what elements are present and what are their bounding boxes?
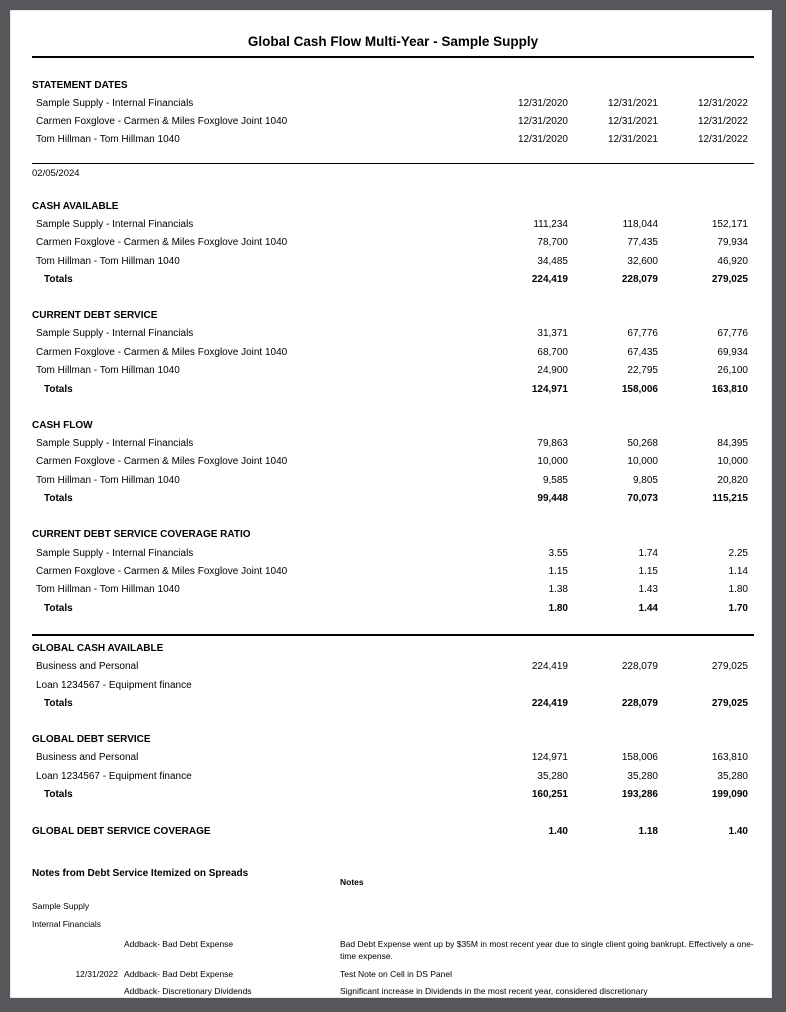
value-cell-0: 99,448: [537, 493, 568, 505]
value-cell-1: 228,079: [621, 661, 658, 673]
value-cell-1: 67,435: [627, 346, 658, 358]
row-values: [478, 256, 754, 267]
section-current-debt-service: [32, 307, 754, 399]
notes-column-header: Notes: [340, 877, 364, 888]
value-cell-1: 22,795: [627, 365, 658, 377]
value-cell-2: 1.70: [728, 602, 748, 614]
notes-group-lines: [32, 900, 754, 936]
note-item-date: 12/31/2022: [75, 968, 118, 979]
report-page: [10, 10, 772, 998]
value-cell-2: 26,100: [717, 365, 748, 377]
section-cash-available: [32, 197, 754, 289]
value-cell-1: 158,006: [621, 752, 658, 764]
section-global-cash-available: [32, 639, 754, 712]
table-row: [32, 215, 754, 233]
row-label: Carmen Foxglove - Carmen & Miles Foxglove Joint 1040: [36, 116, 288, 128]
note-item-label: Addback- Bad Debt Expense: [124, 968, 234, 979]
value-cell-0: 24,900: [537, 365, 568, 377]
value-cell-1: 35,280: [627, 770, 658, 782]
value-cell-0: 12/31/2020: [517, 134, 568, 146]
section-header: CASH AVAILABLE: [32, 200, 119, 212]
value-cell-0: 3.55: [548, 547, 568, 559]
value-cell-0: 12/31/2020: [517, 116, 568, 128]
value-cell-0: 31,371: [537, 328, 568, 340]
row-label: Tom Hillman - Tom Hillman 1040: [36, 134, 180, 146]
row-label: Loan 1234567 - Equipment finance: [36, 770, 192, 782]
row-label: Tom Hillman - Tom Hillman 1040: [36, 584, 180, 596]
value-cell-2: 67,776: [717, 328, 748, 340]
section-cash-flow: [32, 416, 754, 508]
value-cell-0: 1.15: [548, 565, 568, 577]
table-row: [32, 581, 754, 599]
section-header: CURRENT DEBT SERVICE COVERAGE RATIO: [32, 529, 251, 541]
note-item-label: Addback- Bad Debt Expense: [124, 938, 234, 949]
value-cell-1: 77,435: [627, 237, 658, 249]
notes-group-line-0: Sample Supply: [32, 900, 90, 911]
coverage-label: GLOBAL DEBT SERVICE COVERAGE: [32, 826, 211, 838]
value-cell-0: 12/31/2020: [517, 97, 568, 109]
value-cell-0: 124,971: [531, 383, 568, 395]
value-cell-1: 193,286: [621, 789, 658, 801]
title-divider: [32, 56, 754, 58]
value-cell-1: 118,044: [622, 218, 658, 230]
row-label: Totals: [44, 383, 73, 395]
notes-section: [32, 868, 754, 998]
value-cell-1: 70,073: [627, 493, 658, 505]
row-label: Totals: [44, 274, 73, 286]
row-label: Totals: [44, 697, 73, 709]
value-cell-2: 10,000: [717, 456, 748, 468]
value-cell-2: 152,171: [711, 218, 748, 230]
value-cell-0: 78,700: [537, 237, 568, 249]
value-cell-2: 20,820: [717, 474, 748, 486]
row-values: [478, 328, 754, 339]
value-cell-1: 1.15: [638, 565, 658, 577]
row-values: [478, 438, 754, 449]
value-cell-1: 50,268: [627, 437, 658, 449]
row-label: Carmen Foxglove - Carmen & Miles Foxglove Joint 1040: [36, 456, 288, 468]
row-label: Sample Supply - Internal Financials: [36, 328, 194, 340]
value-cell-1: 12/31/2021: [607, 134, 658, 146]
value-cell-2: 279,025: [711, 697, 748, 709]
row-label: Tom Hillman - Tom Hillman 1040: [36, 255, 180, 267]
value-cell-1: 12/31/2021: [607, 97, 658, 109]
table-row: [32, 767, 754, 785]
row-values: [478, 116, 754, 127]
page-title: Global Cash Flow Multi-Year - Sample Supply: [247, 34, 539, 49]
note-item-label: Addback- Discretionary Dividends: [124, 986, 252, 997]
row-values: [478, 566, 754, 577]
row-values: [478, 347, 754, 358]
value-cell-2: 12/31/2022: [697, 97, 748, 109]
row-values: [478, 274, 754, 285]
value-cell-2: 279,025: [711, 274, 748, 286]
value-cell-0: 224,419: [531, 661, 568, 673]
value-cell-0: 68,700: [537, 346, 568, 358]
value-cell-2: 69,934: [717, 346, 748, 358]
row-values: [478, 548, 754, 559]
notes-title: Notes from Debt Service Itemized on Spreads: [32, 868, 249, 880]
value-cell-0: 1.38: [548, 584, 568, 596]
value-cell-0: 160,251: [531, 789, 568, 801]
value-cell-2: 35,280: [717, 770, 748, 782]
row-label: Sample Supply - Internal Financials: [36, 547, 194, 559]
value-cell-1: 12/31/2021: [607, 116, 658, 128]
row-label: Totals: [44, 789, 73, 801]
value-cell-0: 111,234: [533, 218, 568, 230]
table-row: [32, 112, 754, 130]
table-row: [32, 131, 754, 149]
table-row: [32, 234, 754, 252]
row-values: [478, 789, 754, 800]
row-values: [478, 584, 754, 595]
value-cell-1: 158,006: [621, 383, 658, 395]
value-cell-2: 163,810: [711, 752, 748, 764]
table-row: [32, 471, 754, 489]
coverage-values: [478, 826, 754, 837]
notes-items: [32, 938, 754, 998]
value-cell-0: 124,971: [531, 752, 568, 764]
row-label: Carmen Foxglove - Carmen & Miles Foxglove Joint 1040: [36, 565, 288, 577]
note-item-text: Bad Debt Expense went up by $35M in most recent year due to single client going bankrupt. Effectively a one-time expense.: [340, 938, 754, 962]
value-cell-2: 46,920: [717, 255, 748, 267]
notes-header-row: [32, 868, 754, 889]
table-row: [32, 676, 754, 694]
value-cell-2: 79,934: [717, 237, 748, 249]
section-current-debt-service-coverage-ratio: [32, 526, 754, 618]
table-row: [32, 657, 754, 675]
value-cell-0: 224,419: [531, 697, 568, 709]
row-values: [478, 493, 754, 504]
row-label: Tom Hillman - Tom Hillman 1040: [36, 474, 180, 486]
value-cell-2: 1.80: [728, 584, 748, 596]
table-row: [32, 434, 754, 452]
note-item-1: [32, 968, 754, 981]
report-date: 02/05/2024: [32, 168, 80, 180]
entity-sections: [32, 197, 754, 617]
note-item-text: Test Note on Cell in DS Panel: [340, 968, 452, 979]
row-label: Carmen Foxglove - Carmen & Miles Foxglove Joint 1040: [36, 346, 288, 358]
section-header: CURRENT DEBT SERVICE: [32, 310, 158, 322]
value-cell-2: 12/31/2022: [697, 116, 748, 128]
note-item-date: [32, 985, 118, 998]
section-statement-dates: [32, 76, 754, 149]
row-label: Loan 1234567 - Equipment finance: [36, 679, 192, 691]
row-values: [478, 237, 754, 248]
value-cell-0: 34,485: [537, 255, 568, 267]
value-cell-1: 10,000: [627, 456, 658, 468]
statement-dates-section: [32, 76, 754, 149]
global-debt-service-coverage-row: [32, 823, 754, 841]
row-label: Sample Supply - Internal Financials: [36, 437, 194, 449]
statement-dates-divider: [32, 163, 754, 164]
table-row: [32, 562, 754, 580]
totals-row: [32, 694, 754, 712]
row-values: [478, 134, 754, 145]
table-row: [32, 453, 754, 471]
row-values: [478, 219, 754, 230]
value-cell-0: 79,863: [537, 437, 568, 449]
totals-row: [32, 489, 754, 507]
value-cell-2: 1.14: [728, 565, 748, 577]
row-values: [478, 661, 754, 672]
global-sections: [32, 634, 754, 803]
value-cell-1: 1.74: [638, 547, 658, 559]
table-row: [32, 749, 754, 767]
coverage-value-2021: 1.18: [638, 826, 658, 838]
row-values: [478, 98, 754, 109]
notes-group-line-1: Internal Financials: [32, 918, 101, 929]
value-cell-2: 2.25: [728, 547, 748, 559]
coverage-value-2022: 1.40: [728, 826, 748, 838]
note-item-0: [32, 938, 754, 963]
value-cell-2: 199,090: [711, 789, 748, 801]
value-cell-0: 10,000: [537, 456, 568, 468]
table-row: [32, 325, 754, 343]
section-header: CASH FLOW: [32, 419, 93, 431]
section-global-debt-service: [32, 731, 754, 804]
row-values: [478, 475, 754, 486]
totals-row: [32, 785, 754, 803]
totals-row: [32, 270, 754, 288]
note-item-2: [32, 985, 754, 998]
row-values: [478, 698, 754, 709]
value-cell-0: 9,585: [542, 474, 568, 486]
value-cell-0: 1.80: [548, 602, 568, 614]
row-label: Sample Supply - Internal Financials: [36, 97, 194, 109]
value-cell-1: 1.43: [638, 584, 658, 596]
section-header: GLOBAL CASH AVAILABLE: [32, 642, 164, 654]
row-label: Tom Hillman - Tom Hillman 1040: [36, 365, 180, 377]
coverage-value-2020: 1.40: [548, 826, 568, 838]
value-cell-1: 9,805: [632, 474, 658, 486]
value-cell-0: 35,280: [537, 770, 568, 782]
section-header: STATEMENT DATES: [32, 79, 128, 91]
note-item-text: Significant increase in Dividends in the most recent year, considered discretionary: [340, 986, 648, 997]
value-cell-2: 115,215: [712, 493, 748, 505]
value-cell-1: 32,600: [627, 255, 658, 267]
row-values: [478, 752, 754, 763]
table-row: [32, 362, 754, 380]
row-values: [478, 365, 754, 376]
value-cell-1: 67,776: [627, 328, 658, 340]
value-cell-1: 228,079: [621, 274, 658, 286]
row-label: Business and Personal: [36, 752, 139, 764]
table-row: [32, 544, 754, 562]
value-cell-2: 163,810: [711, 383, 748, 395]
value-cell-1: 228,079: [621, 697, 658, 709]
totals-row: [32, 380, 754, 398]
row-values: [478, 771, 754, 782]
value-cell-2: 84,395: [717, 437, 748, 449]
section-header: GLOBAL DEBT SERVICE: [32, 734, 151, 746]
row-label: Business and Personal: [36, 661, 139, 673]
row-values: [478, 603, 754, 614]
table-row: [32, 252, 754, 270]
note-item-date: [32, 938, 118, 963]
table-row: [32, 343, 754, 361]
row-label: Totals: [44, 493, 73, 505]
value-cell-0: 224,419: [531, 274, 568, 286]
value-cell-2: 12/31/2022: [697, 134, 748, 146]
row-label: Totals: [44, 602, 73, 614]
row-label: Sample Supply - Internal Financials: [36, 218, 194, 230]
table-row: [32, 94, 754, 112]
row-label: Carmen Foxglove - Carmen & Miles Foxglove Joint 1040: [36, 237, 288, 249]
row-values: [478, 384, 754, 395]
totals-row: [32, 599, 754, 617]
row-values: [478, 456, 754, 467]
value-cell-2: 279,025: [711, 661, 748, 673]
value-cell-1: 1.44: [638, 602, 658, 614]
